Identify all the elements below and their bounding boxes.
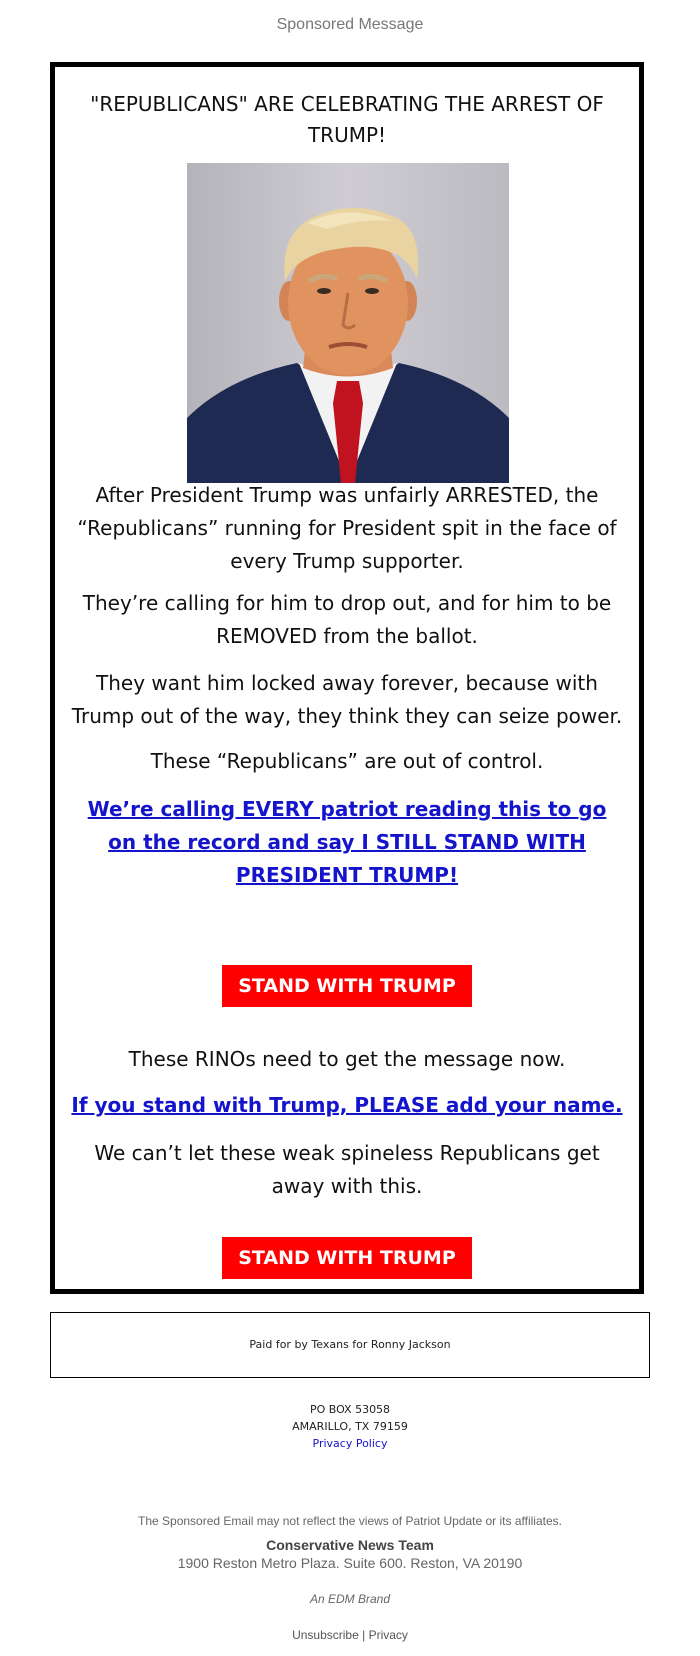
sponsored-label: Sponsored Message xyxy=(276,16,424,33)
trump-photo xyxy=(187,163,509,483)
paragraph-spineless: We can’t let these weak spineless Republicans get away with this. xyxy=(94,1141,600,1198)
footer-link-separator: | xyxy=(362,1628,366,1642)
footer-team-name: Conservative News Team xyxy=(266,1537,434,1553)
email-content-box xyxy=(50,62,644,1294)
footer-links xyxy=(0,1626,700,1644)
paid-for-box xyxy=(50,1312,650,1378)
paid-for-text: Paid for by Texans for Ronny Jackson xyxy=(249,1338,451,1351)
footer-address: 1900 Reston Metro Plaza. Suite 600. Reston, VA 20190 xyxy=(177,1555,523,1571)
portrait-illustration xyxy=(187,163,509,483)
paragraph-out-of-control: These “Republicans” are out of control. xyxy=(150,749,544,773)
address-line-1: PO BOX 53058 xyxy=(309,1403,391,1416)
add-your-name-link[interactable]: If you stand with Trump, PLEASE add your name. xyxy=(71,1093,623,1117)
footer-brand: An EDM Brand xyxy=(309,1592,391,1606)
privacy-policy-link[interactable]: Privacy Policy xyxy=(312,1437,388,1450)
patriot-record-link[interactable]: We’re calling EVERY patriot reading this to go on the record and say I STILL STAND WITH PRESIDENT TRUMP! xyxy=(87,797,607,887)
paragraph-arrested: After President Trump was unfairly ARRESTED, the “Republicans” running for President spit in the face of every Trump supporter. xyxy=(77,483,617,573)
paragraph-locked-away: They want him locked away forever, because with Trump out of the way, they think they can seize power. xyxy=(71,671,623,728)
unsubscribe-link[interactable]: Unsubscribe xyxy=(292,1628,359,1642)
footer xyxy=(0,1512,700,1644)
paragraph-drop-out: They’re calling for him to drop out, and for him to be REMOVED from the ballot. xyxy=(82,591,612,648)
stand-with-trump-button-top[interactable]: STAND WITH TRUMP xyxy=(222,965,472,1007)
footer-privacy-link[interactable]: Privacy xyxy=(368,1628,408,1642)
paragraph-rinos: These RINOs need to get the message now. xyxy=(128,1047,566,1071)
email-headline: "REPUBLICANS" ARE CELEBRATING THE ARREST OF TRUMP! xyxy=(90,92,604,147)
mailing-address xyxy=(0,1401,700,1452)
address-line-2: AMARILLO, TX 79159 xyxy=(292,1420,408,1433)
footer-disclaimer: The Sponsored Email may not reflect the views of Patriot Update or its affiliates. xyxy=(138,1514,562,1528)
stand-with-trump-button-bottom[interactable]: STAND WITH TRUMP xyxy=(222,1237,472,1279)
